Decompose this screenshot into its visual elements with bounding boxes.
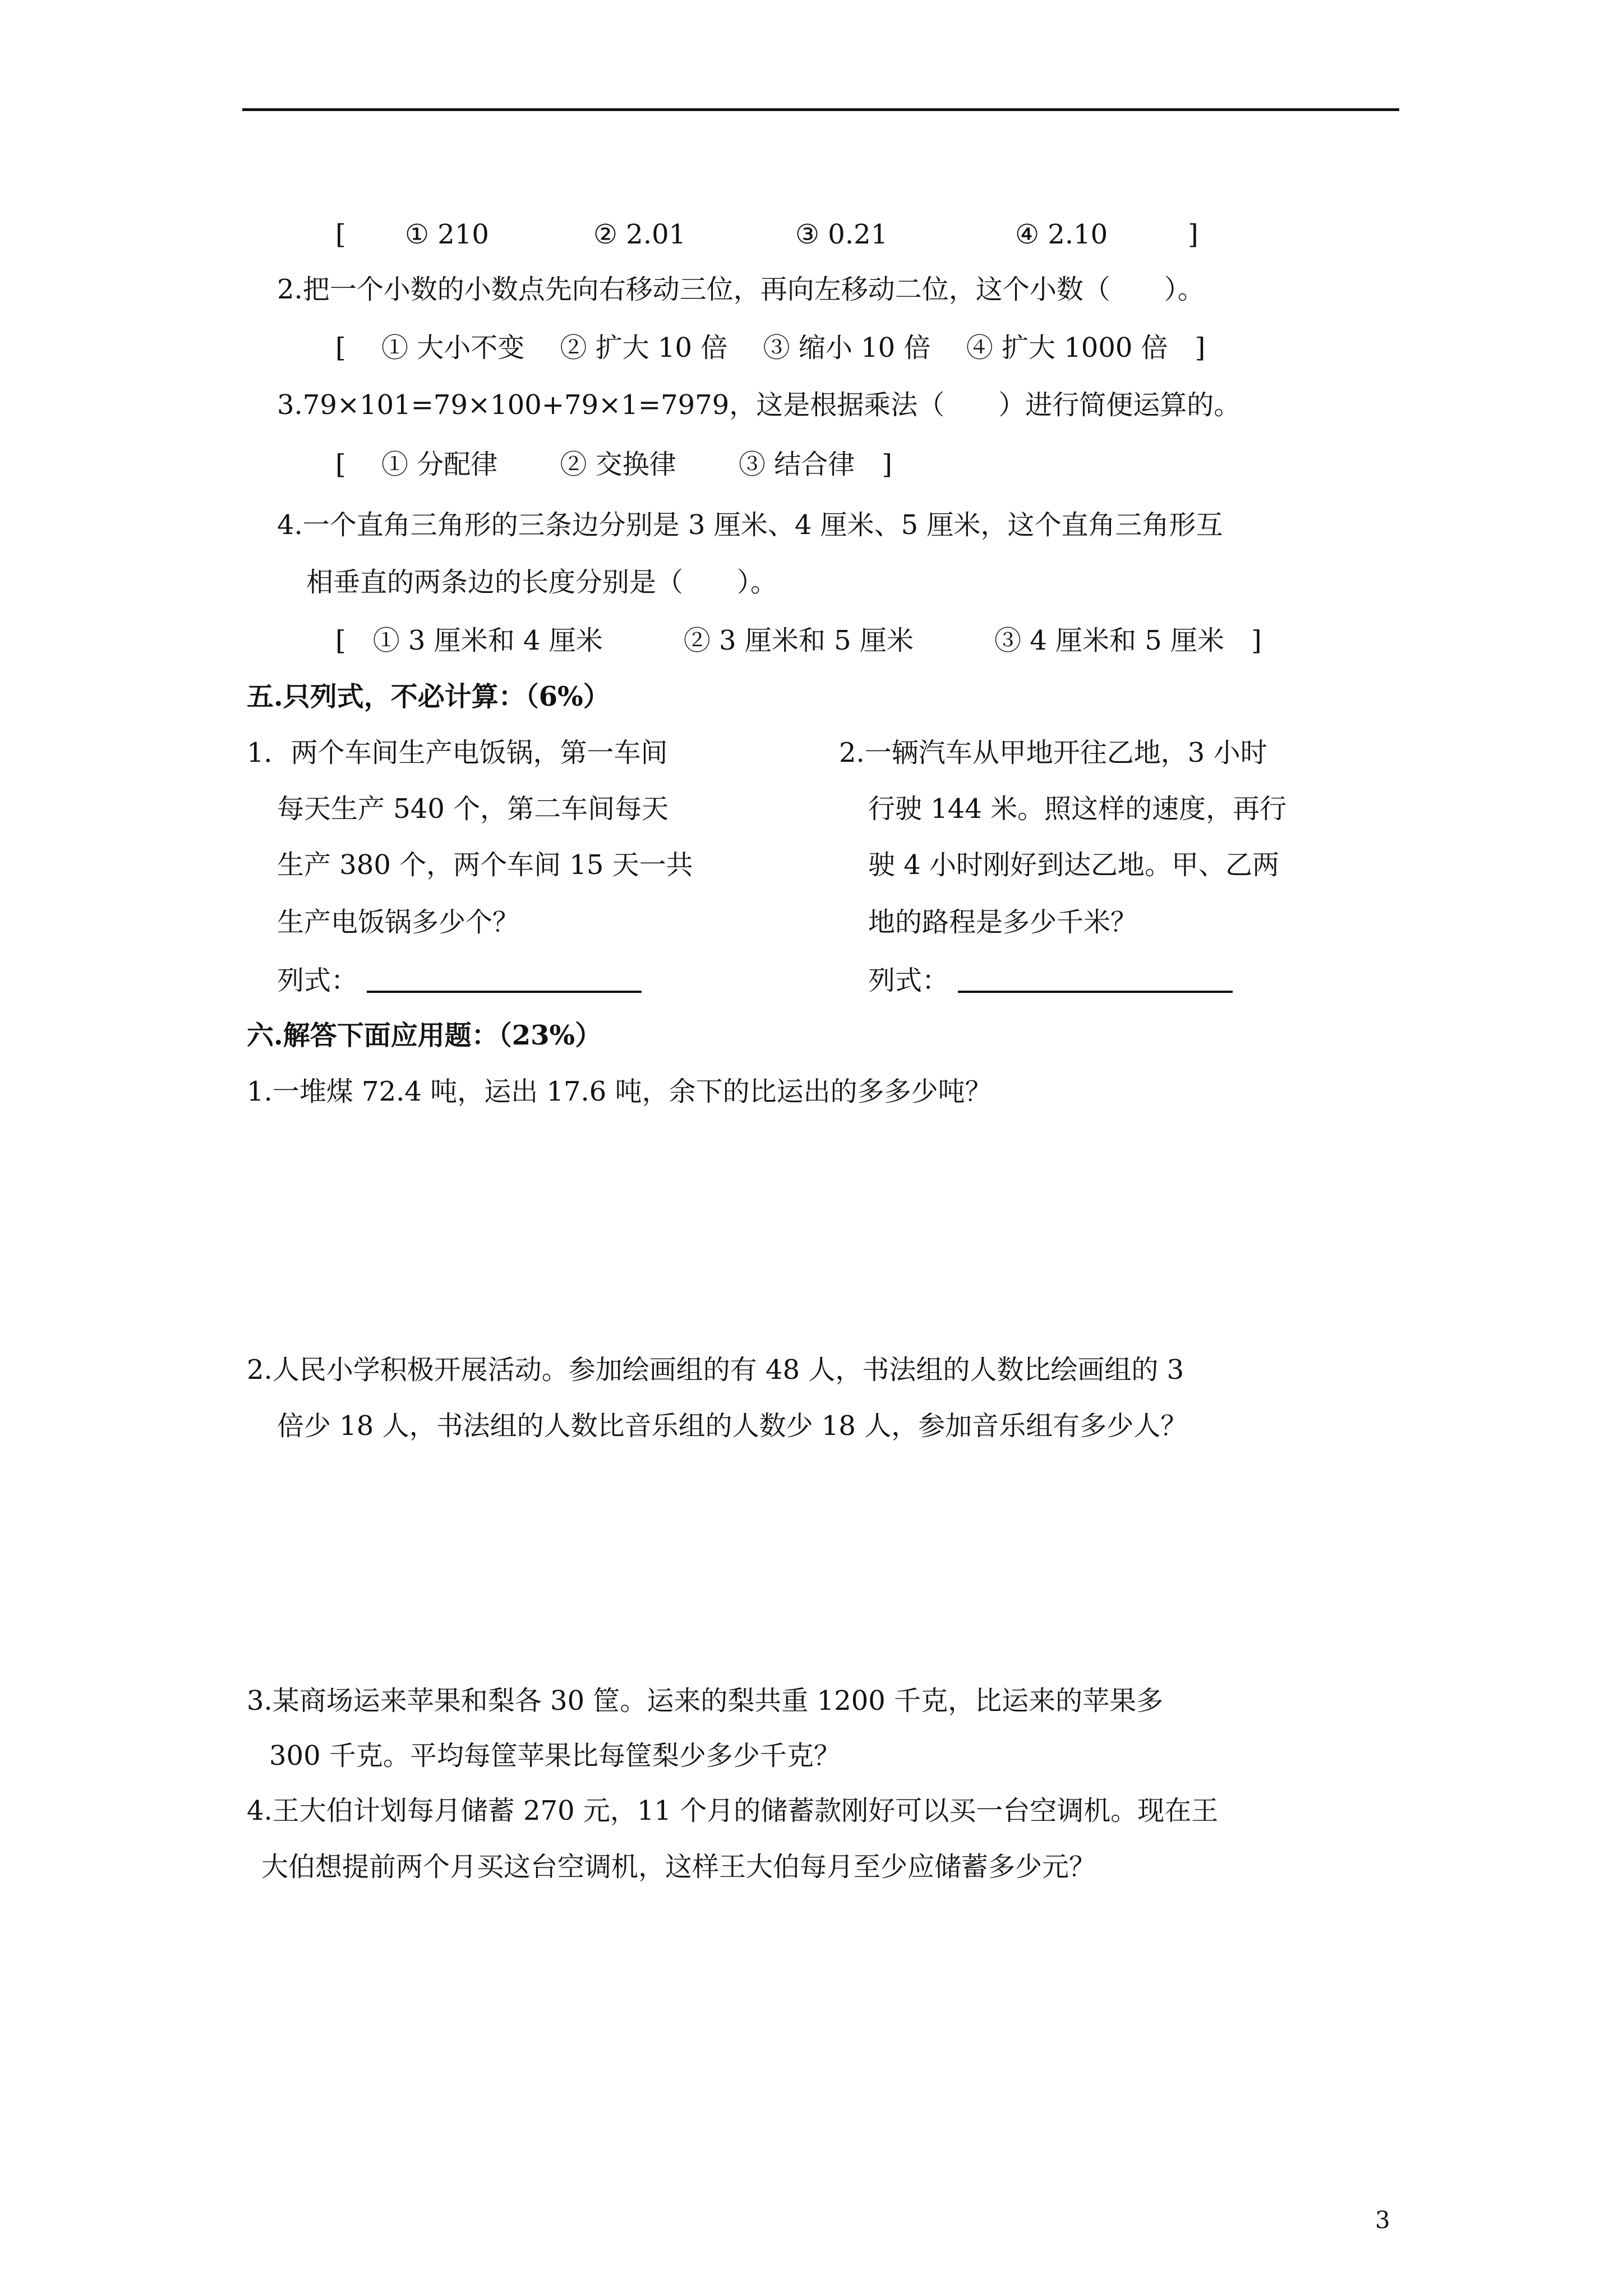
s6-problem-2-line2: 倍少 18 人，书法组的人数比音乐组的人数少 18 人，参加音乐组有多少人？	[277, 1410, 1188, 1442]
s6-problem-4-line1: 4.王大伯计划每月储蓄 270 元，11 个月的储蓄款刚好可以买一台空调机。现在王	[247, 1795, 1219, 1826]
question-3-options: [ ① 分配律 ② 交换律 ③ 结合律 ]	[335, 449, 893, 480]
s6-problem-1: 1.一堆煤 72.4 吨，运出 17.6 吨，余下的比运出的多多少吨？	[247, 1076, 992, 1107]
s5-problem-1-line4: 生产电饭锅多少个？	[277, 907, 520, 938]
bracket-close: ]	[1188, 219, 1198, 250]
answer-blank[interactable]	[958, 991, 1233, 993]
s6-problem-3-line2: 300 千克。平均每筐苹果比每筐梨少多少千克？	[269, 1740, 841, 1772]
bracket-open: [	[335, 219, 346, 250]
option-2: ② 2.01	[593, 219, 686, 250]
question-4-stem-line2: 相垂直的两条边的长度分别是（ ）。	[306, 567, 778, 598]
option-4: ④ 2.10	[1015, 219, 1108, 250]
page-number: 3	[1375, 2206, 1390, 2234]
s5-problem-2-answer	[868, 963, 1233, 999]
question-3-stem: 3.79×101=79×100+79×1=7979，这是根据乘法（ ）进行简便运算的。	[277, 389, 1241, 421]
s5-problem-1-line3: 生产 380 个，两个车间 15 天一共	[277, 849, 693, 881]
section-5-heading: 五.只列式，不必计算：（6%）	[247, 681, 610, 712]
section-6-heading: 六.解答下面应用题：（23%）	[247, 1020, 602, 1051]
s5-problem-2-line3: 驶 4 小时刚好到达乙地。甲、乙两	[868, 849, 1280, 881]
s5-problem-1-line2: 每天生产 540 个，第二车间每天	[277, 793, 669, 825]
s5-problem-1-line1: 1．两个车间生产电饭锅，第一车间	[247, 737, 668, 769]
s6-problem-3-line1: 3.某商场运来苹果和梨各 30 筐。运来的梨共重 1200 千克，比运来的苹果多	[247, 1685, 1164, 1717]
answer-label: 列式：	[277, 965, 358, 996]
answer-label: 列式：	[868, 965, 949, 996]
s6-problem-4-line2: 大伯想提前两个月买这台空调机，这样王大伯每月至少应储蓄多少元？	[261, 1851, 1096, 1883]
s5-problem-1-answer	[277, 963, 642, 999]
question-2-stem: 2.把一个小数的小数点先向右移动三位，再向左移动二位，这个小数（ ）。	[277, 274, 1205, 305]
s5-problem-2-line4: 地的路程是多少千米？	[868, 907, 1138, 938]
s6-problem-2-line1: 2.人民小学积极开展活动。参加绘画组的有 48 人，书法组的人数比绘画组的 3	[247, 1354, 1184, 1386]
s5-problem-2-line2: 行驶 144 米。照这样的速度，再行	[868, 793, 1287, 825]
header-rule	[242, 108, 1399, 111]
question-4-options: [ ① 3 厘米和 4 厘米 ② 3 厘米和 5 厘米 ③ 4 厘米和 5 厘米 ]	[335, 625, 1262, 656]
option-3: ③ 0.21	[795, 219, 888, 250]
question-2-options: [ ① 大小不变 ② 扩大 10 倍 ③ 缩小 10 倍 ④ 扩大 1000 倍 ]	[335, 332, 1206, 364]
s5-problem-2-line1: 2.一辆汽车从甲地开往乙地，3 小时	[839, 737, 1267, 769]
question-4-stem-line1: 4.一个直角三角形的三条边分别是 3 厘米、4 厘米、5 厘米，这个直角三角形互	[277, 509, 1223, 541]
answer-blank[interactable]	[367, 991, 642, 993]
option-1: ① 210	[405, 219, 489, 250]
